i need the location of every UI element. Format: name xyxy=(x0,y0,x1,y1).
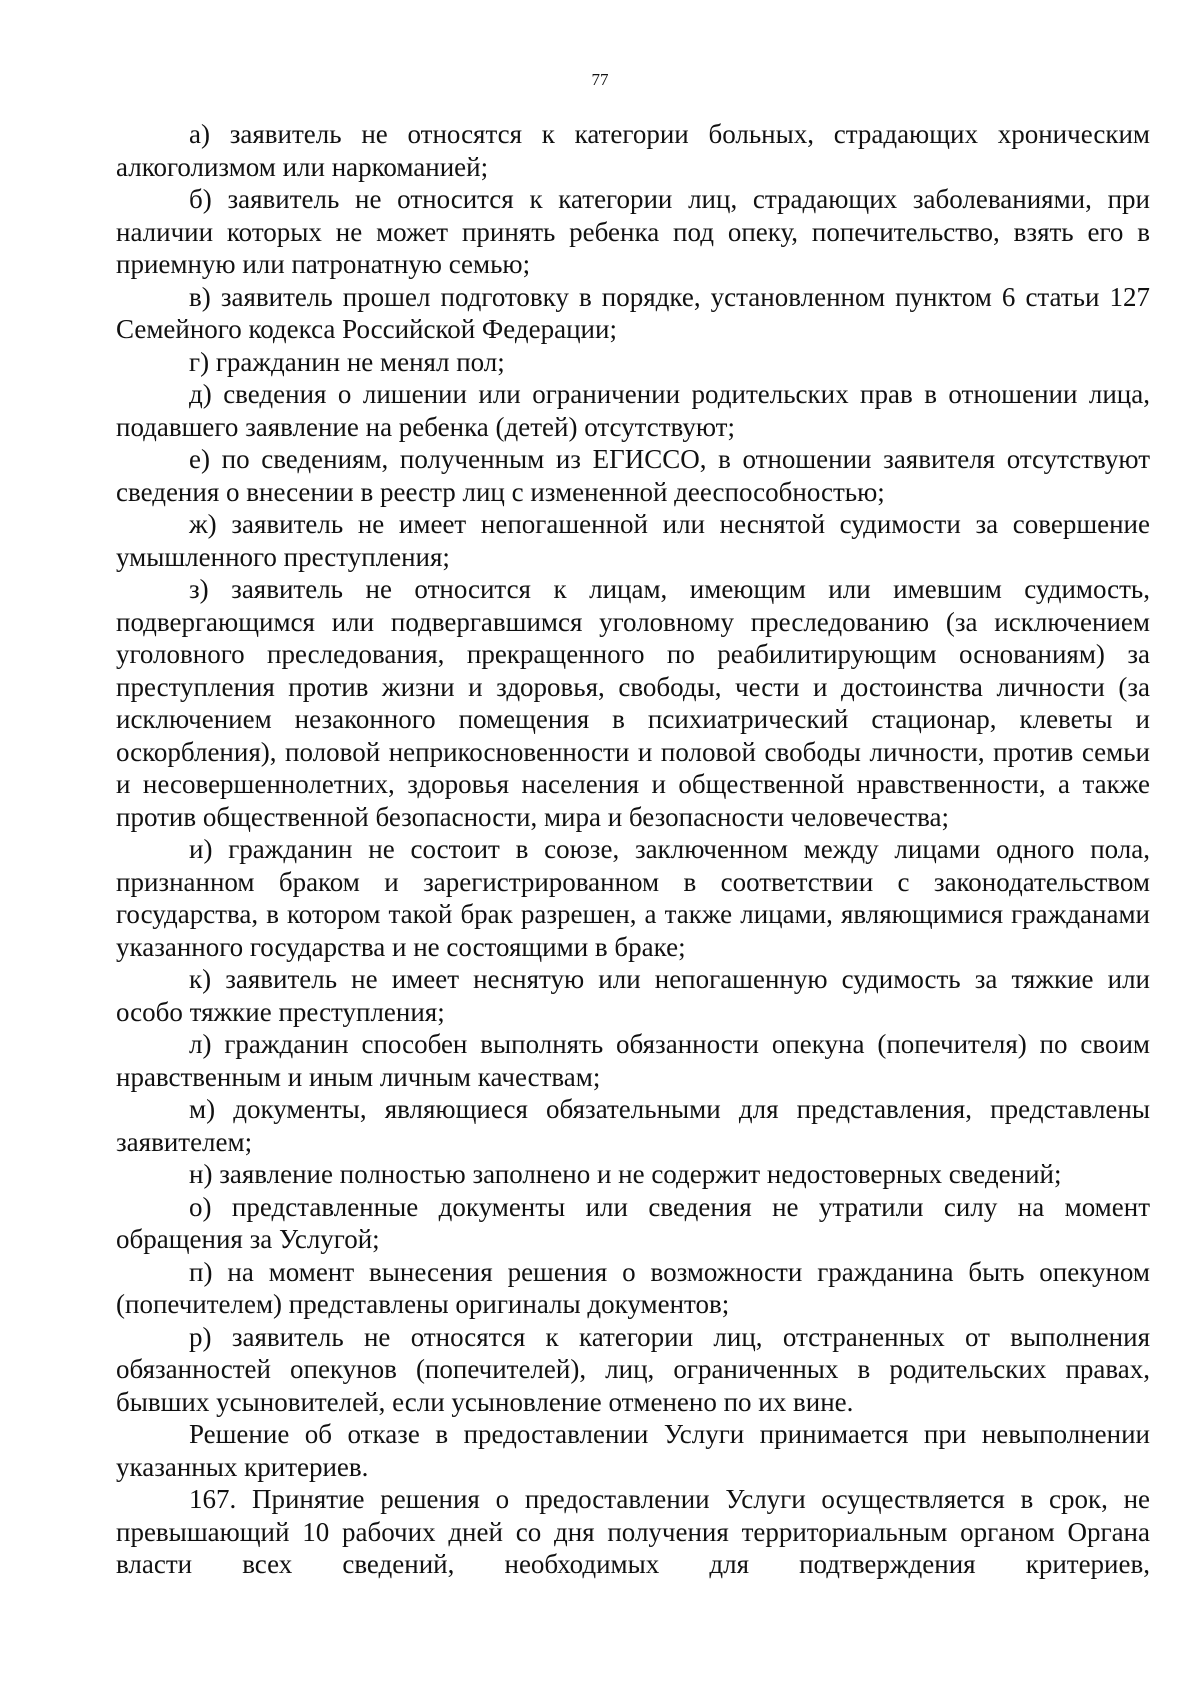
criterion-i: и) гражданин не состоит в союзе, заключенном между лицами одного пола, признанном браком и зарегистрированном в соответствии с законодательством государства, в котором такой брак разрешен, а также лицами, являющимися гражданами указанного государства и не состоящими в браке; xyxy=(116,834,1150,962)
refusal-paragraph: Решение об отказе в предоставлении Услуги принимается при невыполнении указанных критериев. xyxy=(116,1419,1150,1482)
criterion-d: д) сведения о лишении или ограничении родительских прав в отношении лица, подавшего заявление на ребенка (детей) отсутствуют; xyxy=(116,379,1150,442)
criterion-v: в) заявитель прошел подготовку в порядке, установленном пунктом 6 статьи 127 Семейного кодекса Российской Федерации; xyxy=(116,281,1150,344)
criterion-g: г) гражданин не менял пол; xyxy=(189,346,505,377)
criterion-o: о) представленные документы или сведения не утратили силу на момент обращения за Услугой; xyxy=(116,1191,1150,1254)
criterion-k: к) заявитель не имеет неснятую или непогашенную судимость за тяжкие или особо тяжкие преступления; xyxy=(116,964,1150,1027)
criterion-e: е) по сведениям, полученным из ЕГИССО, в отношении заявителя отсутствуют сведения о внесении в реестр лиц с измененной дееспособностью; xyxy=(116,444,1150,507)
criterion-zh: ж) заявитель не имеет непогашенной или неснятой судимости за совершение умышленного преступления; xyxy=(116,509,1150,572)
criterion-r: р) заявитель не относятся к категории лиц, отстраненных от выполнения обязанностей опекунов (попечителей), лиц, ограниченных в родительских правах, бывших усыновителей, если усыновление отменено по их вине. xyxy=(116,1321,1150,1417)
criterion-n: н) заявление полностью заполнено и не содержит недостоверных сведений; xyxy=(189,1159,1062,1189)
document-body xyxy=(116,118,1150,1581)
criterion-b: б) заявитель не относится к категории лиц, страдающих заболеваниями, при наличии которых не может принять ребенка под опеку, попечительство, взять его в приемную или патронатную семью; xyxy=(116,184,1150,279)
criterion-z: з) заявитель не относится к лицам, имеющим или имевшим судимость, подвергающимся или подвергавшимся уголовному преследованию (за исключением уголовного преследования, прекращенного по реабилитирующим основаниям) за преступления против жизни и здоровья, свободы, чести и достоинства личности (за исключением незаконного помещения в психиатрический стационар, клеветы и оскорбления), половой неприкосновенности и половой свободы личности, против семьи и несовершеннолетних, здоровья населения и общественной нравственности, а также против общественной безопасности, мира и безопасности человечества; xyxy=(116,574,1150,832)
criterion-l: л) гражданин способен выполнять обязанности опекуна (попечителя) по своим нравственным и иным личным качествам; xyxy=(116,1029,1150,1092)
criterion-a: а) заявитель не относятся к категории больных, страдающих хроническим алкоголизмом или наркоманией; xyxy=(116,119,1150,182)
criterion-m: м) документы, являющиеся обязательными для представления, представлены заявителем; xyxy=(116,1094,1150,1157)
page-number: 77 xyxy=(591,70,609,89)
clause-167-paragraph: 167. Принятие решения о предоставлении Услуги осуществляется в срок, не превышающий 10 рабочих дней со дня получения территориальным органом Органа власти всех сведений, необходимых для подтверждения критериев, xyxy=(116,1484,1150,1579)
criterion-p: п) на момент вынесения решения о возможности гражданина быть опекуном (попечителем) представлены оригиналы документов; xyxy=(116,1256,1150,1319)
